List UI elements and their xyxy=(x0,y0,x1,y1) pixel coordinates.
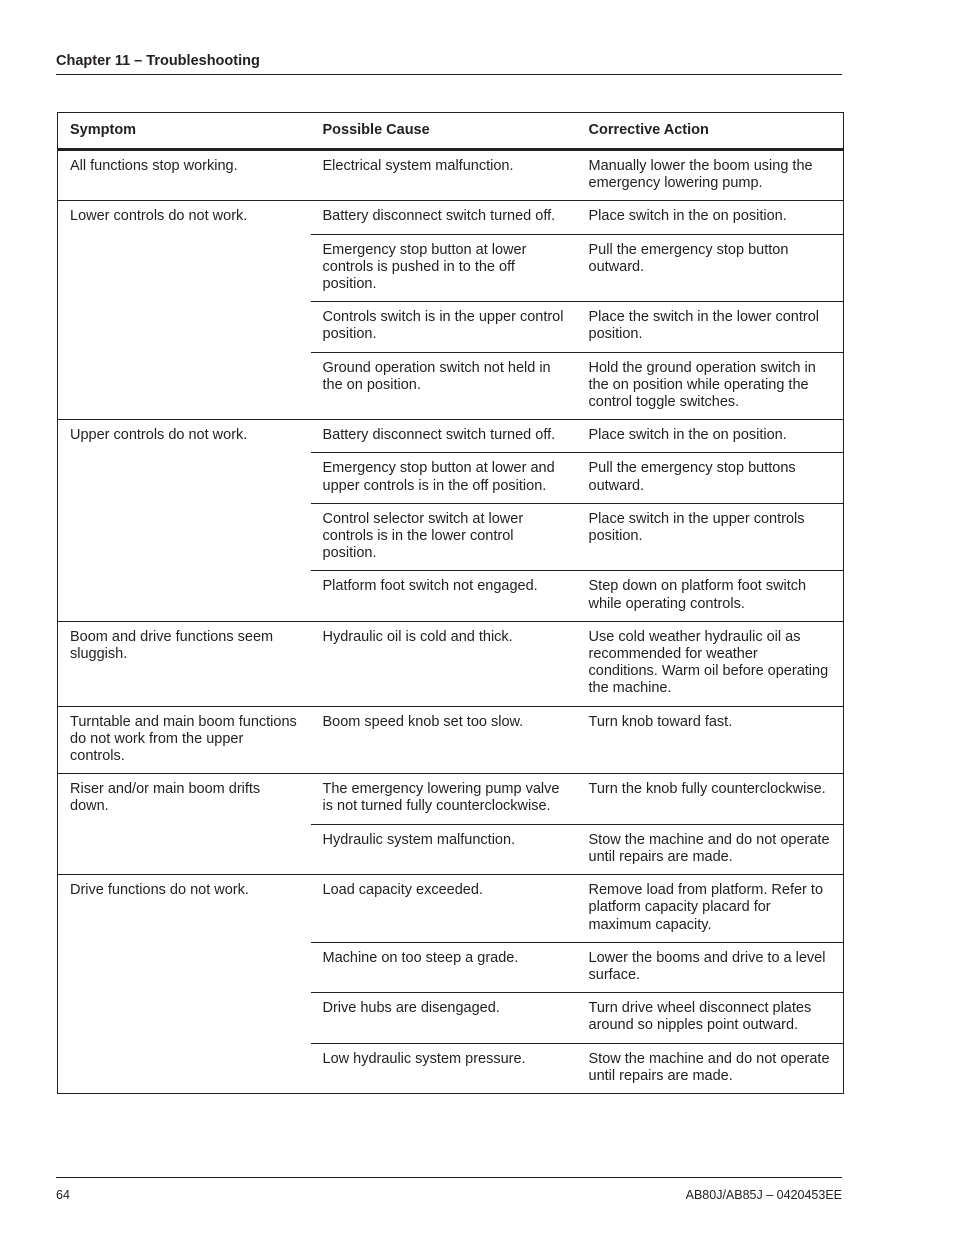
symptom-cell: Riser and/or main boom drifts down. xyxy=(58,774,311,875)
possible-cause-cell: Controls switch is in the upper control position. xyxy=(311,302,577,352)
possible-cause-cell: Load capacity exceeded. xyxy=(311,875,577,943)
possible-cause-cell: Battery disconnect switch turned off. xyxy=(311,201,577,234)
column-header-possible-cause: Possible Cause xyxy=(322,122,430,138)
chapter-title: Chapter 11 – Troubleshooting xyxy=(56,53,260,69)
corrective-action-cell: Step down on platform foot switch while operating controls. xyxy=(577,571,844,621)
corrective-action-cell: Place switch in the on position. xyxy=(577,420,844,453)
corrective-action-cell: Turn drive wheel disconnect plates around so nipples point outward. xyxy=(577,993,844,1043)
document-id: AB80J/AB85J – 0420453EE xyxy=(685,1188,842,1202)
corrective-action-cell: Place the switch in the lower control position. xyxy=(577,302,844,352)
table-row xyxy=(58,875,844,943)
corrective-action-cell: Use cold weather hydraulic oil as recommended for weather conditions. Warm oil before operating the machine. xyxy=(577,621,844,706)
symptom-cell: All functions stop working. xyxy=(70,158,238,174)
table-row xyxy=(58,706,844,774)
possible-cause-cell: Battery disconnect switch turned off. xyxy=(311,420,577,453)
corrective-action-cell: Manually lower the boom using the emergency lowering pump. xyxy=(588,158,813,192)
table-row xyxy=(58,621,844,706)
possible-cause-cell: Low hydraulic system pressure. xyxy=(311,1043,577,1093)
table-header-row xyxy=(58,113,844,150)
symptom-cell: Boom and drive functions seem sluggish. xyxy=(58,621,311,706)
possible-cause-cell: Hydraulic oil is cold and thick. xyxy=(311,621,577,706)
corrective-action-cell: Place switch in the upper controls position. xyxy=(577,503,844,571)
possible-cause-cell: Boom speed knob set too slow. xyxy=(311,706,577,774)
possible-cause-cell: The emergency lowering pump valve is not turned fully counterclockwise. xyxy=(311,774,577,824)
possible-cause-cell: Control selector switch at lower controls is in the lower control position. xyxy=(311,503,577,571)
possible-cause-cell: Emergency stop button at lower and upper controls is in the off position. xyxy=(311,453,577,503)
corrective-action-cell: Pull the emergency stop button outward. xyxy=(577,234,844,302)
corrective-action-cell: Lower the booms and drive to a level surface. xyxy=(577,942,844,992)
page-number: 64 xyxy=(56,1188,70,1202)
corrective-action-cell: Stow the machine and do not operate until repairs are made. xyxy=(577,824,844,874)
possible-cause-cell: Platform foot switch not engaged. xyxy=(311,571,577,621)
corrective-action-cell: Remove load from platform. Refer to platform capacity placard for maximum capacity. xyxy=(577,875,844,943)
table-row xyxy=(58,774,844,824)
corrective-action-cell: Place switch in the on position. xyxy=(577,201,844,234)
table-row xyxy=(58,420,844,453)
possible-cause-cell: Electrical system malfunction. xyxy=(322,158,514,174)
table-row xyxy=(58,201,844,234)
page-footer xyxy=(56,1177,842,1202)
column-header-symptom: Symptom xyxy=(70,122,137,138)
page-header xyxy=(56,52,842,75)
corrective-action-cell: Pull the emergency stop buttons outward. xyxy=(577,453,844,503)
troubleshooting-table xyxy=(57,112,844,1094)
corrective-action-cell: Stow the machine and do not operate until repairs are made. xyxy=(577,1043,844,1093)
possible-cause-cell: Ground operation switch not held in the on position. xyxy=(311,352,577,420)
possible-cause-cell: Hydraulic system malfunction. xyxy=(311,824,577,874)
column-header-corrective-action: Corrective Action xyxy=(588,122,709,138)
possible-cause-cell: Machine on too steep a grade. xyxy=(311,942,577,992)
symptom-cell: Lower controls do not work. xyxy=(58,201,311,420)
possible-cause-cell: Drive hubs are disengaged. xyxy=(311,993,577,1043)
symptom-cell: Turntable and main boom functions do not work from the upper controls. xyxy=(58,706,311,774)
table-body xyxy=(58,150,844,1094)
corrective-action-cell: Turn knob toward fast. xyxy=(577,706,844,774)
corrective-action-cell: Turn the knob fully counterclockwise. xyxy=(577,774,844,824)
symptom-cell: Upper controls do not work. xyxy=(58,420,311,622)
possible-cause-cell: Emergency stop button at lower controls is pushed in to the off position. xyxy=(311,234,577,302)
corrective-action-cell: Hold the ground operation switch in the on position while operating the control toggle switches. xyxy=(577,352,844,420)
table-row xyxy=(58,150,844,201)
symptom-cell: Drive functions do not work. xyxy=(58,875,311,1094)
